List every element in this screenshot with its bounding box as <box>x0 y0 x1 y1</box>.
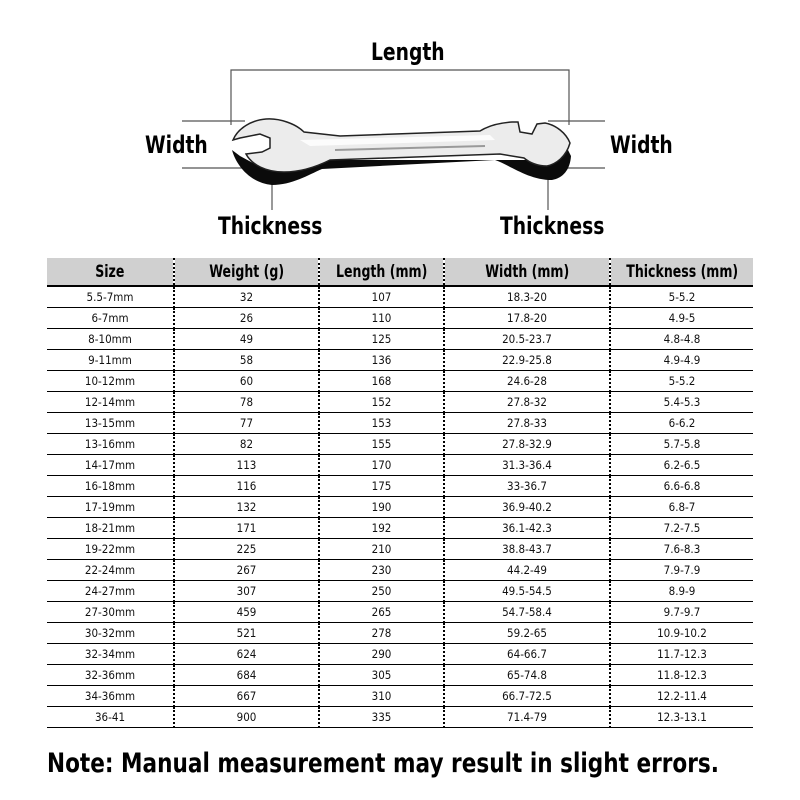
table-row <box>47 644 753 665</box>
cell-thickness: 11.8-12.3 <box>610 665 753 686</box>
header-thickness <box>610 258 753 286</box>
cell-thickness: 7.9-7.9 <box>610 560 753 581</box>
cell-weight: 60 <box>174 371 319 392</box>
cell-size: 17-19mm <box>47 497 174 518</box>
cell-thickness: 5.7-5.8 <box>610 434 753 455</box>
cell-size: 13-15mm <box>47 413 174 434</box>
cell-length: 170 <box>319 455 444 476</box>
cell-weight: 116 <box>174 476 319 497</box>
cell-weight: 132 <box>174 497 319 518</box>
table-row <box>47 308 753 329</box>
cell-width: 54.7-58.4 <box>444 602 610 623</box>
cell-width: 49.5-54.5 <box>444 581 610 602</box>
cell-size: 27-30mm <box>47 602 174 623</box>
table-row <box>47 350 753 371</box>
table-row <box>47 623 753 644</box>
width-right-label: Width <box>610 131 673 159</box>
cell-size: 32-34mm <box>47 644 174 665</box>
cell-thickness: 6-6.2 <box>610 413 753 434</box>
cell-length: 190 <box>319 497 444 518</box>
cell-size: 13-16mm <box>47 434 174 455</box>
header-row <box>47 258 753 286</box>
cell-size: 6-7mm <box>47 308 174 329</box>
cell-weight: 684 <box>174 665 319 686</box>
header-length <box>319 258 444 286</box>
cell-size: 5.5-7mm <box>47 286 174 308</box>
cell-thickness: 4.8-4.8 <box>610 329 753 350</box>
cell-width: 27.8-33 <box>444 413 610 434</box>
cell-size: 30-32mm <box>47 623 174 644</box>
cell-weight: 32 <box>174 286 319 308</box>
measurement-note: Note: Manual measurement may result in slight errors. <box>47 748 719 779</box>
table-row <box>47 560 753 581</box>
cell-length: 155 <box>319 434 444 455</box>
cell-weight: 82 <box>174 434 319 455</box>
table-row <box>47 518 753 539</box>
table-row <box>47 686 753 707</box>
cell-length: 107 <box>319 286 444 308</box>
cell-thickness: 8.9-9 <box>610 581 753 602</box>
cell-length: 136 <box>319 350 444 371</box>
cell-thickness: 5-5.2 <box>610 371 753 392</box>
thickness-right-label: Thickness <box>500 212 605 240</box>
cell-thickness: 4.9-4.9 <box>610 350 753 371</box>
cell-size: 8-10mm <box>47 329 174 350</box>
cell-length: 125 <box>319 329 444 350</box>
header-width <box>444 258 610 286</box>
cell-size: 32-36mm <box>47 665 174 686</box>
cell-weight: 521 <box>174 623 319 644</box>
cell-length: 310 <box>319 686 444 707</box>
table-row <box>47 665 753 686</box>
cell-width: 36.9-40.2 <box>444 497 610 518</box>
cell-length: 210 <box>319 539 444 560</box>
cell-width: 64-66.7 <box>444 644 610 665</box>
cell-weight: 26 <box>174 308 319 329</box>
cell-thickness: 4.9-5 <box>610 308 753 329</box>
cell-size: 36-41 <box>47 707 174 728</box>
cell-size: 14-17mm <box>47 455 174 476</box>
cell-thickness: 11.7-12.3 <box>610 644 753 665</box>
cell-width: 33-36.7 <box>444 476 610 497</box>
cell-weight: 900 <box>174 707 319 728</box>
cell-thickness: 6.8-7 <box>610 497 753 518</box>
cell-thickness: 5.4-5.3 <box>610 392 753 413</box>
cell-width: 22.9-25.8 <box>444 350 610 371</box>
wrench-diagram <box>0 0 800 255</box>
cell-weight: 49 <box>174 329 319 350</box>
cell-length: 168 <box>319 371 444 392</box>
thickness-left-label: Thickness <box>218 212 323 240</box>
cell-width: 27.8-32.9 <box>444 434 610 455</box>
cell-thickness: 9.7-9.7 <box>610 602 753 623</box>
cell-size: 22-24mm <box>47 560 174 581</box>
length-dimension-line <box>231 70 569 125</box>
table-row <box>47 581 753 602</box>
cell-width: 20.5-23.7 <box>444 329 610 350</box>
cell-width: 71.4-79 <box>444 707 610 728</box>
cell-width: 17.8-20 <box>444 308 610 329</box>
cell-weight: 667 <box>174 686 319 707</box>
table-row <box>47 413 753 434</box>
table-row <box>47 434 753 455</box>
cell-length: 175 <box>319 476 444 497</box>
table-header <box>47 258 753 286</box>
cell-length: 230 <box>319 560 444 581</box>
table-row <box>47 602 753 623</box>
cell-thickness: 12.3-13.1 <box>610 707 753 728</box>
cell-thickness: 6.6-6.8 <box>610 476 753 497</box>
cell-width: 44.2-49 <box>444 560 610 581</box>
table-row <box>47 476 753 497</box>
cell-thickness: 10.9-10.2 <box>610 623 753 644</box>
column-header-label: Thickness (mm) <box>626 261 738 282</box>
cell-length: 305 <box>319 665 444 686</box>
cell-size: 12-14mm <box>47 392 174 413</box>
table-row <box>47 707 753 728</box>
cell-width: 65-74.8 <box>444 665 610 686</box>
cell-width: 31.3-36.4 <box>444 455 610 476</box>
cell-length: 110 <box>319 308 444 329</box>
cell-width: 18.3-20 <box>444 286 610 308</box>
spec-table <box>47 258 753 728</box>
cell-width: 24.6-28 <box>444 371 610 392</box>
cell-weight: 225 <box>174 539 319 560</box>
cell-size: 18-21mm <box>47 518 174 539</box>
cell-weight: 58 <box>174 350 319 371</box>
column-header-label: Length (mm) <box>335 261 428 282</box>
table-body <box>47 286 753 728</box>
cell-length: 152 <box>319 392 444 413</box>
cell-width: 38.8-43.7 <box>444 539 610 560</box>
cell-weight: 77 <box>174 413 319 434</box>
cell-thickness: 6.2-6.5 <box>610 455 753 476</box>
cell-width: 36.1-42.3 <box>444 518 610 539</box>
cell-thickness: 7.2-7.5 <box>610 518 753 539</box>
cell-thickness: 7.6-8.3 <box>610 539 753 560</box>
cell-weight: 624 <box>174 644 319 665</box>
table-row <box>47 329 753 350</box>
table-row <box>47 497 753 518</box>
cell-length: 192 <box>319 518 444 539</box>
width-left-label: Width <box>145 131 208 159</box>
cell-size: 16-18mm <box>47 476 174 497</box>
table-row <box>47 539 753 560</box>
cell-size: 9-11mm <box>47 350 174 371</box>
cell-weight: 113 <box>174 455 319 476</box>
cell-weight: 267 <box>174 560 319 581</box>
cell-length: 335 <box>319 707 444 728</box>
table-row <box>47 392 753 413</box>
table-row <box>47 371 753 392</box>
cell-weight: 171 <box>174 518 319 539</box>
cell-length: 153 <box>319 413 444 434</box>
cell-thickness: 5-5.2 <box>610 286 753 308</box>
table-row <box>47 455 753 476</box>
cell-length: 278 <box>319 623 444 644</box>
cell-width: 59.2-65 <box>444 623 610 644</box>
cell-size: 10-12mm <box>47 371 174 392</box>
cell-weight: 459 <box>174 602 319 623</box>
cell-weight: 78 <box>174 392 319 413</box>
column-header-label: Size <box>95 261 125 282</box>
cell-size: 34-36mm <box>47 686 174 707</box>
cell-length: 250 <box>319 581 444 602</box>
cell-length: 265 <box>319 602 444 623</box>
cell-size: 24-27mm <box>47 581 174 602</box>
cell-length: 290 <box>319 644 444 665</box>
cell-size: 19-22mm <box>47 539 174 560</box>
header-size <box>47 258 174 286</box>
cell-width: 27.8-32 <box>444 392 610 413</box>
column-header-label: Width (mm) <box>484 261 569 282</box>
cell-thickness: 12.2-11.4 <box>610 686 753 707</box>
cell-weight: 307 <box>174 581 319 602</box>
header-weight <box>174 258 319 286</box>
length-label: Length <box>371 38 445 66</box>
cell-width: 66.7-72.5 <box>444 686 610 707</box>
table-row <box>47 286 753 308</box>
column-header-label: Weight (g) <box>209 261 284 282</box>
